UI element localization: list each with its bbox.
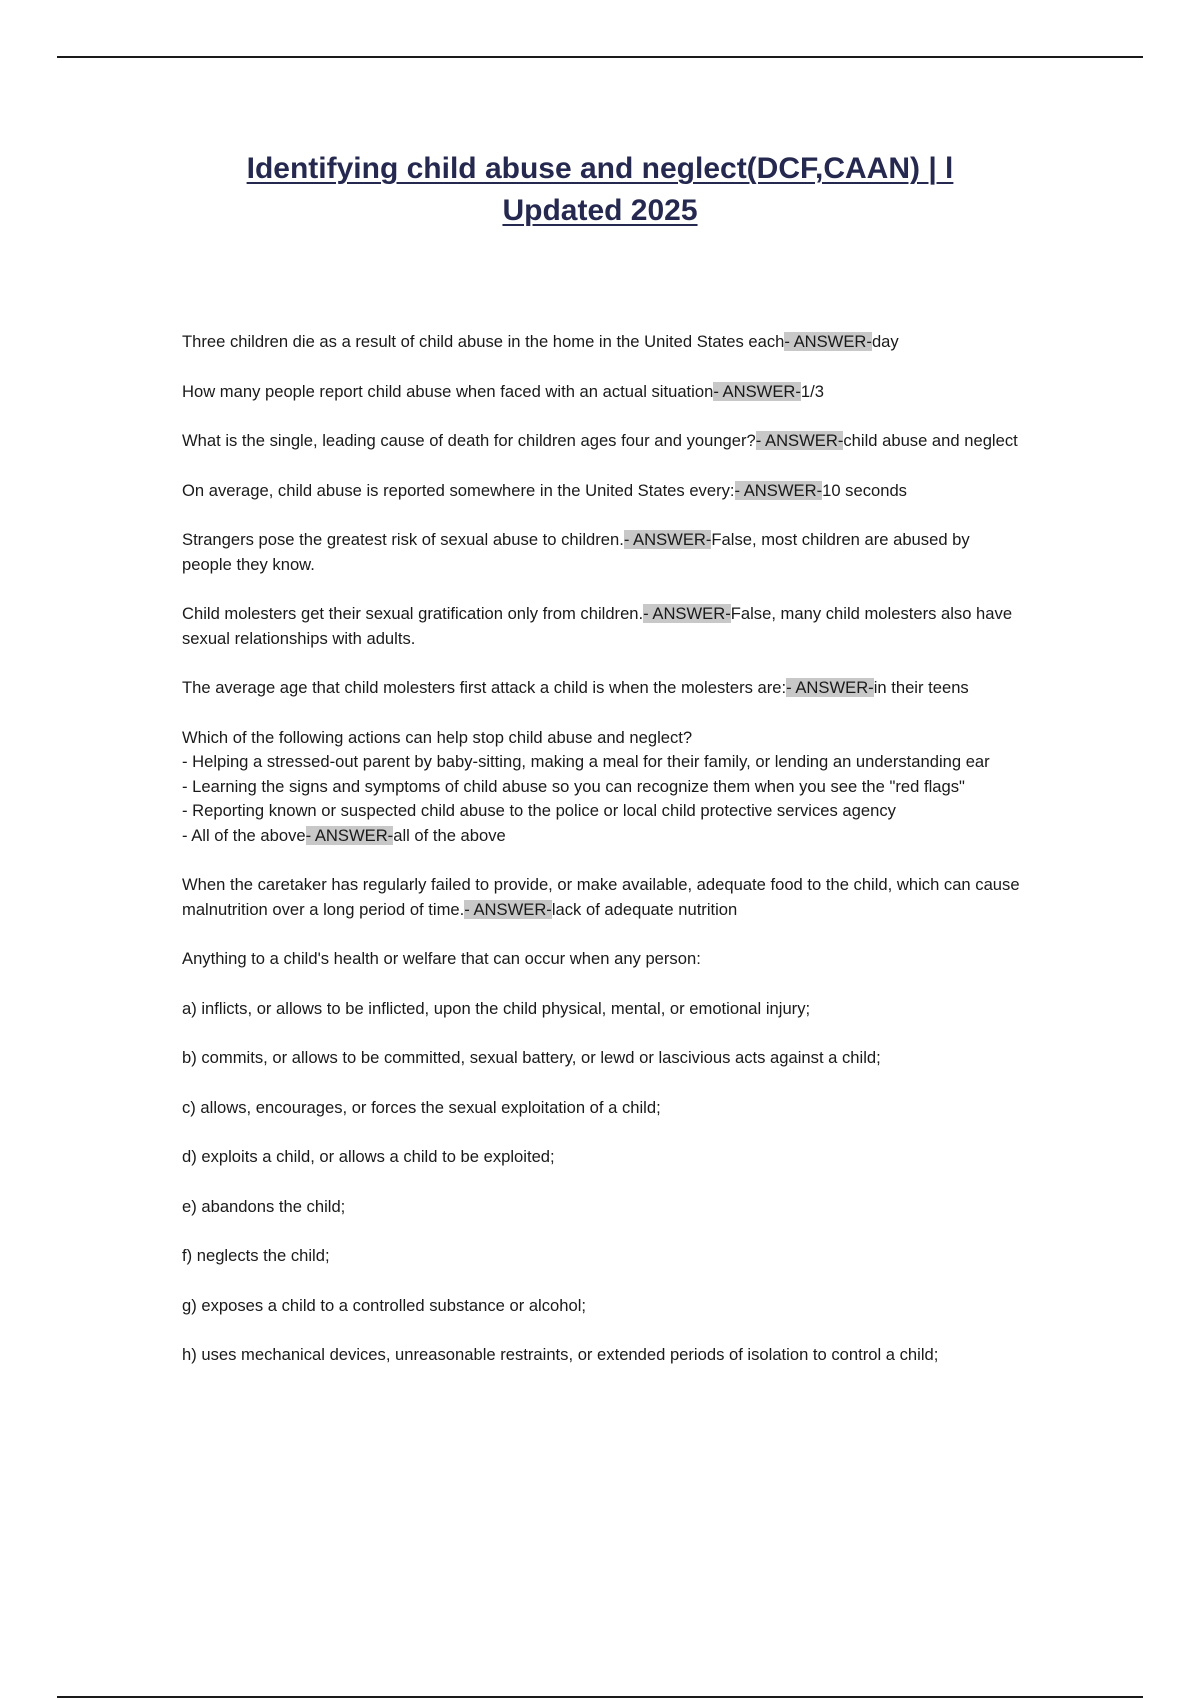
definition-item-f: f) neglects the child; bbox=[182, 1246, 330, 1265]
question-text: On average, child abuse is reported somewhere in the United States every: bbox=[182, 480, 735, 500]
answer-marker: - ANSWER- bbox=[464, 899, 552, 919]
answer-marker: - ANSWER- bbox=[623, 530, 712, 549]
question-text: Strangers pose the greatest risk of sexual abuse to children. bbox=[182, 530, 624, 549]
question-text: What is the single, leading cause of death for children ages four and younger? bbox=[182, 431, 756, 450]
question-text: Child molesters get their sexual gratification only from children. bbox=[182, 604, 644, 623]
qa-item-multi bbox=[182, 726, 1022, 849]
document-body bbox=[182, 330, 1022, 1393]
document-title bbox=[150, 148, 1050, 232]
definition-item-h: h) uses mechanical devices, unreasonable restraints, or extended periods of isolation to control a child; bbox=[182, 1345, 939, 1364]
answer-text: all of the above bbox=[393, 825, 506, 845]
answer-text: False, most children are abused by people they know. bbox=[182, 530, 970, 574]
answer-text: in their teens bbox=[873, 678, 969, 697]
qa-item-nutrition bbox=[182, 873, 1022, 922]
qa-item-1 bbox=[182, 330, 1022, 355]
answer-marker: - ANSWER- bbox=[784, 332, 872, 351]
title-line-2: Updated 2025 bbox=[502, 194, 698, 227]
definition-item-a: a) inflicts, or allows to be inflicted, upon the child physical, mental, or emotional injury; bbox=[182, 998, 811, 1018]
answer-marker: - ANSWER- bbox=[305, 825, 394, 845]
qa-item-6 bbox=[182, 602, 1022, 651]
bottom-rule bbox=[57, 1696, 1143, 1698]
qa-item-5 bbox=[182, 528, 1022, 577]
top-rule bbox=[57, 56, 1143, 58]
definition-intro: Anything to a child's health or welfare that can occur when any person: bbox=[182, 949, 701, 968]
answer-marker: - ANSWER- bbox=[643, 604, 731, 623]
qa-item-4 bbox=[182, 479, 1022, 504]
definition-item-d: d) exploits a child, or allows a child to be exploited; bbox=[182, 1147, 555, 1166]
multi-option-line: - Helping a stressed-out parent by baby-sitting, making a meal for their family, or lending an understanding ear bbox=[182, 752, 990, 771]
answer-text: False, many child molesters also have sexual relationships with adults. bbox=[182, 604, 1013, 648]
answer-text: day bbox=[871, 332, 899, 351]
question-text: Three children die as a result of child abuse in the home in the United States each bbox=[182, 332, 785, 351]
definition-item-g: g) exposes a child to a controlled substance or alcohol; bbox=[182, 1295, 587, 1315]
definition-item-e: e) abandons the child; bbox=[182, 1196, 346, 1216]
answer-marker: - ANSWER- bbox=[755, 431, 844, 450]
qa-item-7 bbox=[182, 676, 1022, 701]
multi-option-line: - Reporting known or suspected child abuse to the police or local child protective services agency bbox=[182, 801, 896, 820]
multi-question-line: Which of the following actions can help stop child abuse and neglect? bbox=[182, 727, 693, 747]
question-text: How many people report child abuse when faced with an actual situation bbox=[182, 381, 714, 401]
title-line-1: Identifying child abuse and neglect(DCF,CAAN) | l bbox=[246, 152, 954, 185]
qa-item-2 bbox=[182, 380, 1022, 405]
answer-text: lack of adequate nutrition bbox=[551, 899, 738, 919]
qa-item-3 bbox=[182, 429, 1022, 454]
definition-item-b: b) commits, or allows to be committed, sexual battery, or lewd or lascivious acts against a child; bbox=[182, 1048, 881, 1067]
question-text: The average age that child molesters first attack a child is when the molesters are: bbox=[182, 678, 787, 697]
multi-option-line: - All of the above bbox=[182, 825, 306, 845]
answer-text: child abuse and neglect bbox=[843, 431, 1018, 450]
answer-text: 10 seconds bbox=[822, 480, 907, 500]
question-text: When the caretaker has regularly failed to provide, or make available, adequate food to the child, which can cause malnutrition over a long period of time. bbox=[182, 875, 1020, 919]
definition-item-c: c) allows, encourages, or forces the sexual exploitation of a child; bbox=[182, 1097, 661, 1117]
multi-option-line: - Learning the signs and symptoms of child abuse so you can recognize them when you see the "red flags" bbox=[182, 776, 965, 796]
answer-text: 1/3 bbox=[800, 381, 824, 401]
answer-marker: - ANSWER- bbox=[713, 381, 801, 401]
answer-marker: - ANSWER- bbox=[786, 678, 874, 697]
answer-marker: - ANSWER- bbox=[734, 480, 823, 500]
